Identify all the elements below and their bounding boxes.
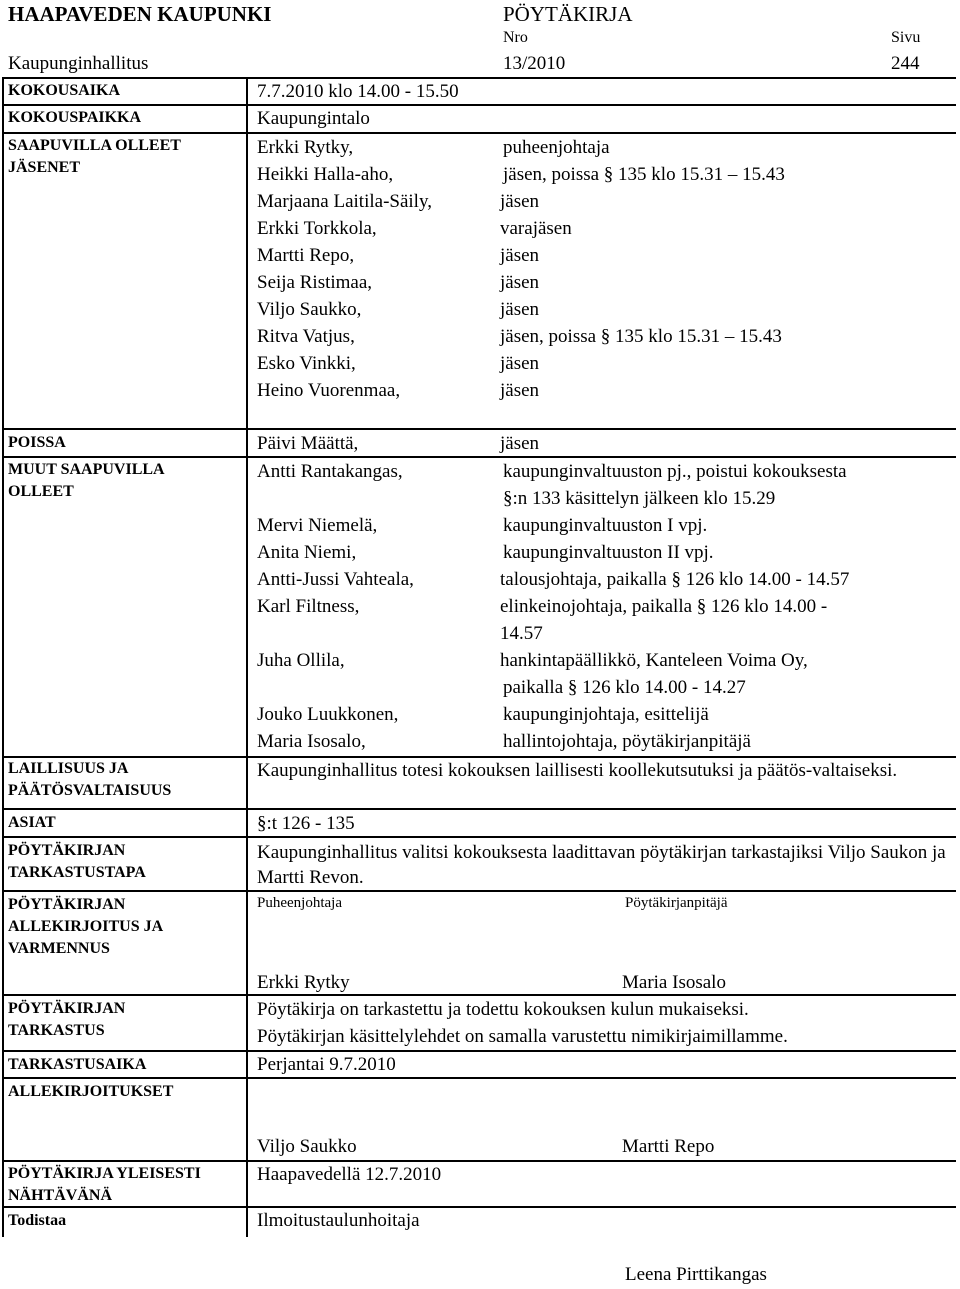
allekirjoitukset-label: ALLEKIRJOITUKSET bbox=[8, 1083, 174, 1100]
rule bbox=[2, 428, 956, 430]
member-name: Ritva Vatjus, bbox=[257, 326, 355, 347]
kokousaika-label: KOKOUSAIKA bbox=[8, 82, 121, 99]
rule bbox=[2, 808, 956, 810]
rule bbox=[2, 836, 956, 838]
inspector-name-2: Martti Repo bbox=[622, 1136, 715, 1157]
absent-role: jäsen bbox=[500, 433, 540, 454]
member-role: jäsen bbox=[500, 272, 540, 293]
other-role: hallintojohtaja, pöytäkirjanpitäjä bbox=[503, 731, 751, 752]
other-name: Anita Niemi, bbox=[257, 542, 357, 563]
organization-name: HAAPAVEDEN KAUPUNKI bbox=[8, 2, 272, 26]
other-name: Antti Rantakangas, bbox=[257, 461, 403, 482]
other-role: hankintapäällikkö, Kanteleen Voima Oy, bbox=[500, 650, 808, 671]
other-name: Mervi Niemelä, bbox=[257, 515, 378, 536]
other-name: Karl Filtness, bbox=[257, 596, 360, 617]
yleisesti-label: PÖYTÄKIRJA YLEISESTI bbox=[8, 1165, 201, 1182]
member-name: Viljo Saukko, bbox=[257, 299, 362, 320]
sivu-label: Sivu bbox=[891, 29, 921, 46]
other-role: kaupunginvaltuuston II vpj. bbox=[503, 542, 714, 563]
other-role: paikalla § 126 klo 14.00 - 14.27 bbox=[503, 677, 746, 698]
member-role: jäsen bbox=[500, 245, 540, 266]
yleisesti-label-2: NÄHTÄVÄNÄ bbox=[8, 1187, 112, 1204]
member-name: Heikki Halla-aho, bbox=[257, 164, 394, 185]
document-type: PÖYTÄKIRJA bbox=[503, 2, 633, 26]
laillisuus-text: Kaupunginhallitus totesi kokouksen laillisesti koollekutsutuksi ja päätös-valtaiseksi. bbox=[257, 760, 898, 781]
rule bbox=[2, 1077, 956, 1079]
kokousaika-value: 7.7.2010 klo 14.00 - 15.50 bbox=[257, 81, 459, 102]
rule bbox=[2, 890, 956, 892]
tarkastus-line-1: Pöytäkirja on tarkastettu ja todettu kokouksen kulun mukaiseksi. bbox=[257, 999, 749, 1020]
secretary-name: Maria Isosalo bbox=[622, 972, 726, 993]
rule bbox=[2, 104, 956, 106]
member-role: jäsen, poissa § 135 klo 15.31 – 15.43 bbox=[503, 164, 785, 185]
nro-label: Nro bbox=[503, 29, 528, 46]
asiat-value: §:t 126 - 135 bbox=[257, 813, 355, 834]
other-role: §:n 133 käsittelyn jälkeen klo 15.29 bbox=[503, 488, 776, 509]
rule bbox=[2, 1050, 956, 1052]
laillisuus-label-2: PÄÄTÖSVALTAISUUS bbox=[8, 782, 172, 799]
tarkastus-line-2: Pöytäkirjan käsittelylehdet on samalla varustettu nimikirjaimillamme. bbox=[257, 1026, 788, 1047]
absent-name: Päivi Määttä, bbox=[257, 433, 359, 454]
member-role: jäsen bbox=[500, 353, 540, 374]
member-name: Erkki Rytky, bbox=[257, 137, 354, 158]
other-role: kaupunginvaltuuston I vpj. bbox=[503, 515, 708, 536]
muut-label: MUUT SAAPUVILLA bbox=[8, 461, 165, 478]
todistaa-role: Ilmoitustaulunhoitaja bbox=[257, 1210, 420, 1231]
allekirjoitus-label: PÖYTÄKIRJAN bbox=[8, 896, 126, 913]
member-role: varajäsen bbox=[500, 218, 572, 239]
kokouspaikka-label: KOKOUSPAIKKA bbox=[8, 109, 142, 126]
member-name: Esko Vinkki, bbox=[257, 353, 356, 374]
member-name: Erkki Torkkola, bbox=[257, 218, 377, 239]
tarkastustapa-label-2: TARKASTUSTAPA bbox=[8, 864, 146, 881]
other-role: talousjohtaja, paikalla § 126 klo 14.00 - 14.57 bbox=[500, 569, 850, 590]
tarkastus-label: PÖYTÄKIRJAN bbox=[8, 1000, 126, 1017]
member-name: Martti Repo, bbox=[257, 245, 355, 266]
chairman-role: Puheenjohtaja bbox=[257, 895, 342, 911]
other-name: Maria Isosalo, bbox=[257, 731, 366, 752]
tarkastustapa-text: Kaupunginhallitus valitsi kokouksesta laadittavan pöytäkirjan tarkastajiksi Viljo Saukon ja Martti Revon. bbox=[257, 842, 946, 888]
member-role: jäsen bbox=[500, 380, 540, 401]
rule bbox=[2, 132, 956, 134]
saapuvilla-label: SAAPUVILLA OLLEET bbox=[8, 137, 181, 154]
border-left bbox=[2, 77, 4, 1237]
other-name: Jouko Luukkonen, bbox=[257, 704, 399, 725]
other-role: elinkeinojohtaja, paikalla § 126 klo 14.00 - bbox=[500, 596, 828, 617]
member-role: jäsen bbox=[500, 191, 540, 212]
kokouspaikka-value: Kaupungintalo bbox=[257, 108, 370, 129]
secretary-role: Pöytäkirjanpitäjä bbox=[625, 895, 728, 911]
tarkastusaika-value: Perjantai 9.7.2010 bbox=[257, 1054, 396, 1075]
poissa-label: POISSA bbox=[8, 434, 66, 451]
rule bbox=[2, 1206, 956, 1208]
allekirjoitus-label-2: ALLEKIRJOITUS JA bbox=[8, 918, 164, 935]
yleisesti-value: Haapavedellä 12.7.2010 bbox=[257, 1164, 442, 1185]
other-name: Antti-Jussi Vahteala, bbox=[257, 569, 414, 590]
tarkastusaika-label: TARKASTUSAIKA bbox=[8, 1056, 147, 1073]
member-name: Heino Vuorenmaa, bbox=[257, 380, 401, 401]
member-role: jäsen bbox=[500, 299, 540, 320]
meeting-number: 13/2010 bbox=[503, 53, 566, 74]
todistaa-name: Leena Pirttikangas bbox=[625, 1264, 767, 1285]
other-role: kaupunginjohtaja, esittelijä bbox=[503, 704, 709, 725]
member-role: puheenjohtaja bbox=[503, 137, 610, 158]
tarkastustapa-label: PÖYTÄKIRJAN bbox=[8, 842, 126, 859]
other-role: 14.57 bbox=[500, 623, 543, 644]
saapuvilla-label-2: JÄSENET bbox=[8, 159, 81, 176]
chairman-name: Erkki Rytky bbox=[257, 972, 350, 993]
inspector-name-1: Viljo Saukko bbox=[257, 1136, 357, 1157]
rule bbox=[2, 1160, 956, 1162]
tarkastus-label-2: TARKASTUS bbox=[8, 1022, 105, 1039]
rule bbox=[2, 77, 956, 79]
member-name: Marjaana Laitila-Säily, bbox=[257, 191, 432, 212]
asiat-label: ASIAT bbox=[8, 814, 56, 831]
allekirjoitus-label-3: VARMENNUS bbox=[8, 940, 110, 957]
body-name: Kaupunginhallitus bbox=[8, 53, 149, 74]
muut-label-2: OLLEET bbox=[8, 483, 74, 500]
column-divider bbox=[246, 77, 248, 1237]
todistaa-label: Todistaa bbox=[8, 1212, 67, 1229]
member-name: Seija Ristimaa, bbox=[257, 272, 373, 293]
laillisuus-label: LAILLISUUS JA bbox=[8, 760, 129, 777]
page-number: 244 bbox=[891, 53, 920, 74]
other-name: Juha Ollila, bbox=[257, 650, 345, 671]
other-role: kaupunginvaltuuston pj., poistui kokouksesta bbox=[503, 461, 847, 482]
member-role: jäsen, poissa § 135 klo 15.31 – 15.43 bbox=[500, 326, 782, 347]
